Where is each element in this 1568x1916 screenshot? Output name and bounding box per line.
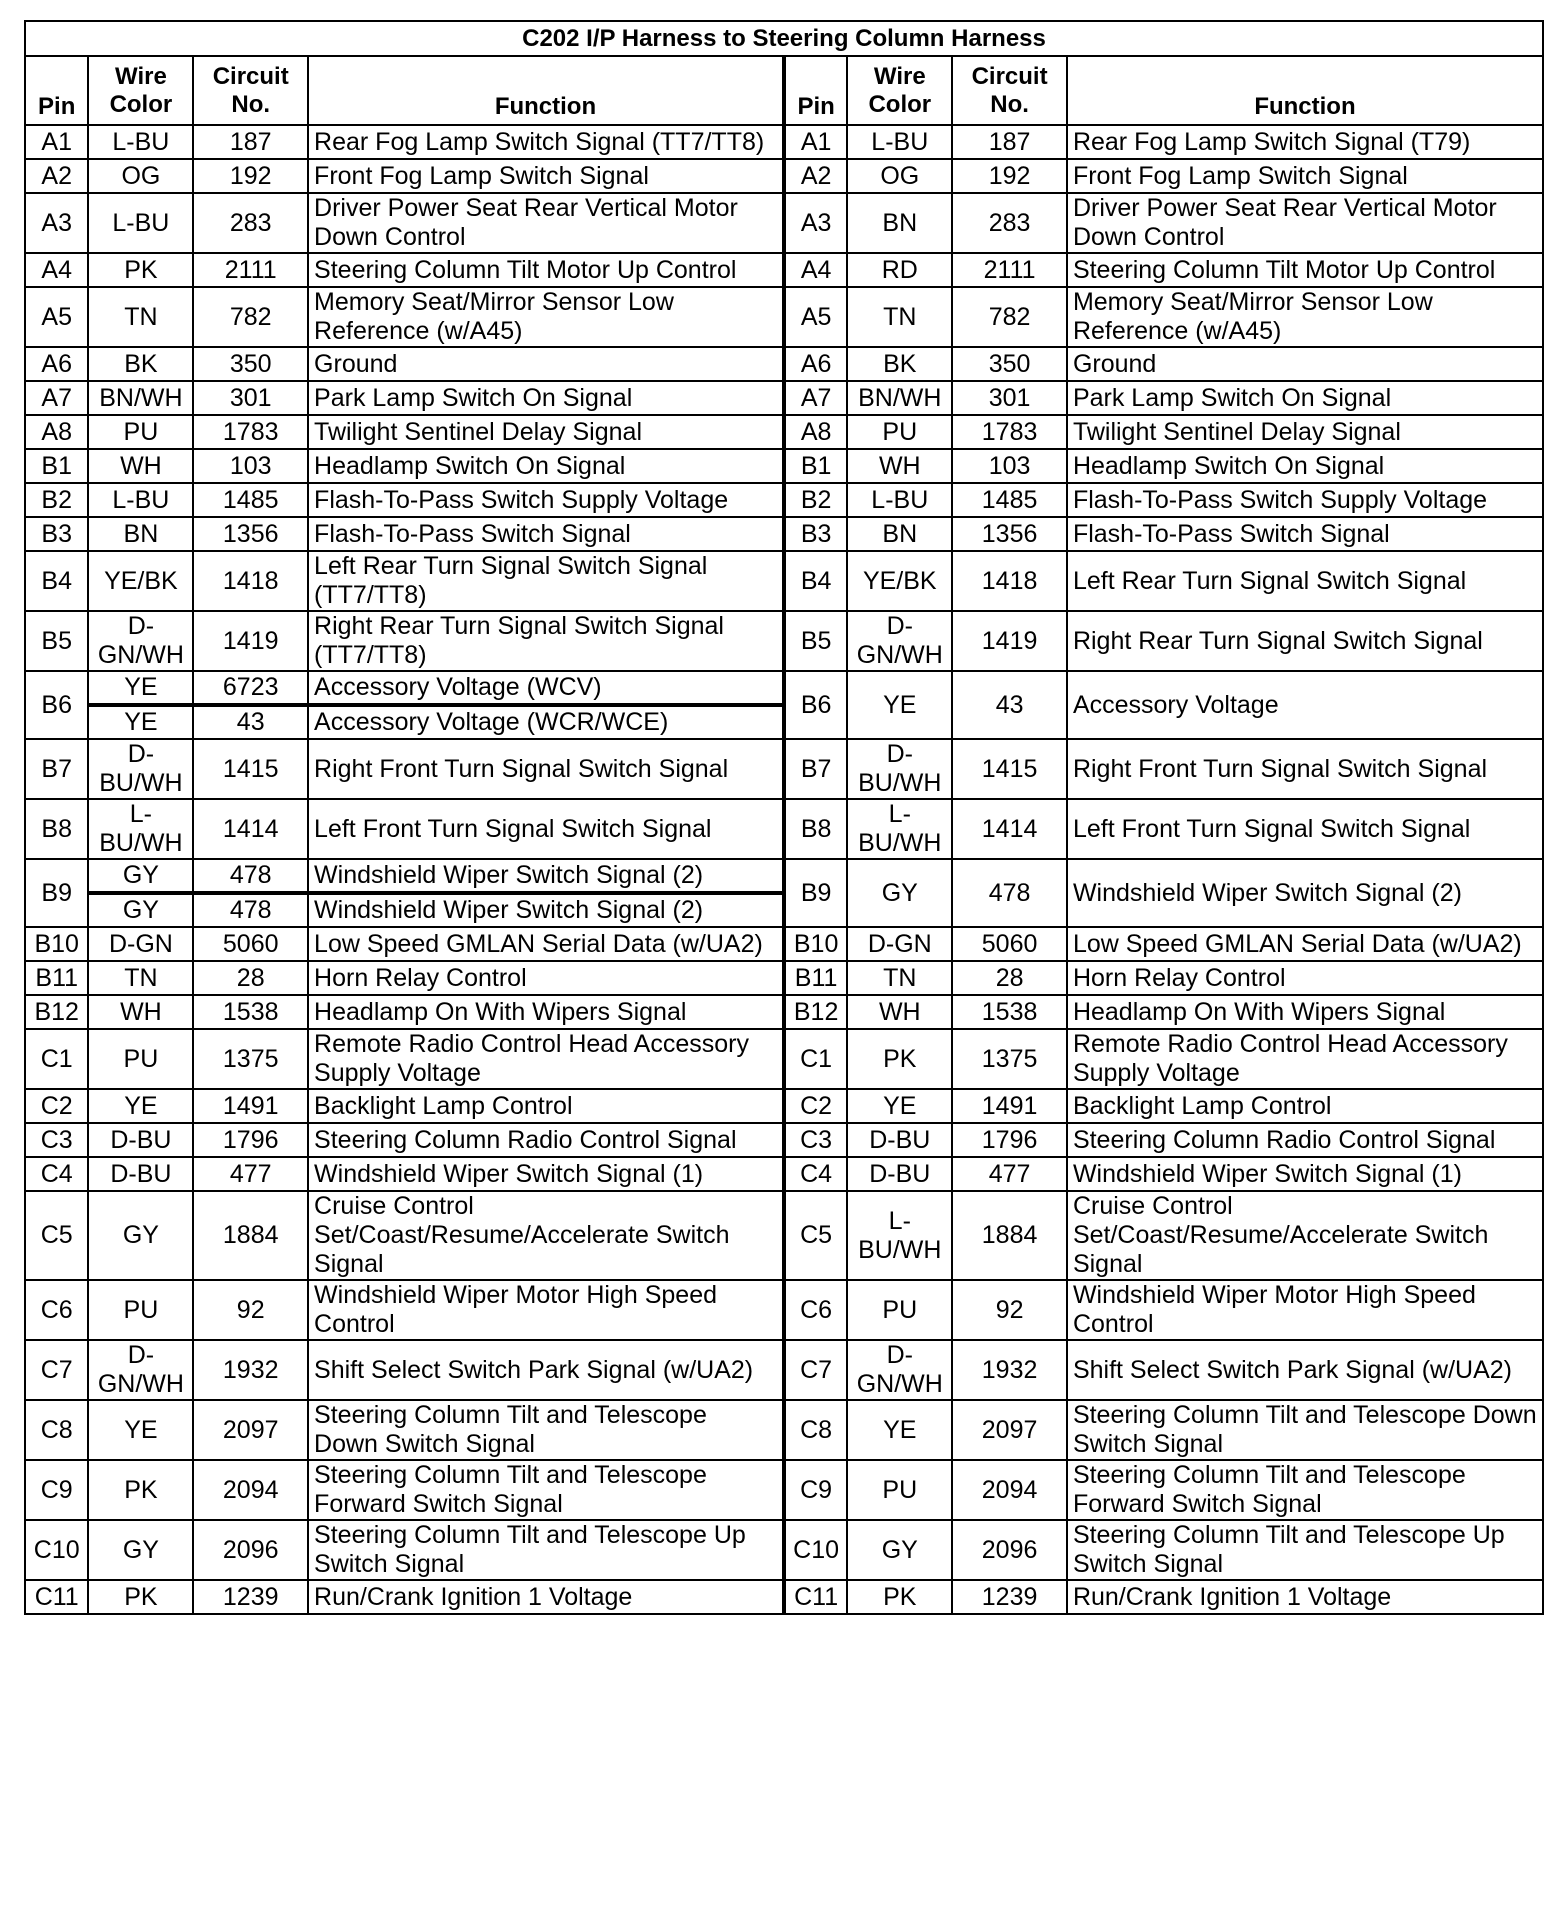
table-row xyxy=(25,961,1543,995)
wire-color-cell: TN xyxy=(88,287,193,347)
pin-cell: B6 xyxy=(784,671,847,739)
function-cell: Accessory Voltage (WCV) xyxy=(308,671,784,705)
pin-cell: B3 xyxy=(25,517,88,551)
table-row xyxy=(25,449,1543,483)
circuit-cell: 1932 xyxy=(193,1340,308,1400)
circuit-cell: 477 xyxy=(952,1157,1067,1191)
pin-cell: A3 xyxy=(25,193,88,253)
function-cell: Backlight Lamp Control xyxy=(308,1089,784,1123)
wire-color-cell: YE xyxy=(847,671,952,739)
wire-color-cell: D-GN xyxy=(847,927,952,961)
pin-cell: B1 xyxy=(25,449,88,483)
circuit-cell: 192 xyxy=(193,159,308,193)
table-row xyxy=(25,927,1543,961)
circuit-cell: 92 xyxy=(193,1280,308,1340)
function-cell: Windshield Wiper Switch Signal (2) xyxy=(308,893,784,927)
pin-cell: C6 xyxy=(25,1280,88,1340)
pin-cell: B4 xyxy=(784,551,847,611)
circuit-cell: 2111 xyxy=(193,253,308,287)
wire-color-cell: TN xyxy=(847,961,952,995)
wire-color-cell: YE xyxy=(88,705,193,739)
wire-color-cell: TN xyxy=(847,287,952,347)
wire-color-cell: PU xyxy=(88,1280,193,1340)
function-cell: Remote Radio Control Head Accessory Supply Voltage xyxy=(1067,1029,1543,1089)
table-row xyxy=(25,193,1543,253)
pin-cell: B5 xyxy=(25,611,88,671)
connector-table xyxy=(24,20,1544,1615)
circuit-cell: 478 xyxy=(952,859,1067,927)
function-cell: Steering Column Radio Control Signal xyxy=(308,1123,784,1157)
wire-color-cell: YE/BK xyxy=(847,551,952,611)
pin-cell: C2 xyxy=(784,1089,847,1123)
circuit-cell: 1932 xyxy=(952,1340,1067,1400)
wire-color-cell: D-BU/WH xyxy=(847,739,952,799)
pin-cell: B10 xyxy=(784,927,847,961)
circuit-cell: 1239 xyxy=(193,1580,308,1614)
pin-cell: B12 xyxy=(25,995,88,1029)
function-cell: Steering Column Tilt and Telescope Down Switch Signal xyxy=(308,1400,784,1460)
table-row xyxy=(25,739,1543,799)
function-cell: Steering Column Tilt and Telescope Forward Switch Signal xyxy=(308,1460,784,1520)
function-cell: Windshield Wiper Switch Signal (1) xyxy=(308,1157,784,1191)
function-cell: Headlamp On With Wipers Signal xyxy=(1067,995,1543,1029)
header-pin: Pin xyxy=(784,56,847,125)
title-row xyxy=(25,21,1543,56)
circuit-cell: 1375 xyxy=(193,1029,308,1089)
wire-color-cell: PK xyxy=(88,1460,193,1520)
wire-color-cell: WH xyxy=(88,995,193,1029)
function-cell: Windshield Wiper Switch Signal (2) xyxy=(308,859,784,893)
pin-cell: C9 xyxy=(25,1460,88,1520)
table-row xyxy=(25,1520,1543,1580)
circuit-cell: 283 xyxy=(193,193,308,253)
pin-cell: A6 xyxy=(784,347,847,381)
table-row xyxy=(25,995,1543,1029)
pin-cell: C11 xyxy=(25,1580,88,1614)
wire-color-cell: GY xyxy=(88,1191,193,1280)
table-row xyxy=(25,1580,1543,1614)
circuit-cell: 43 xyxy=(952,671,1067,739)
function-cell: Steering Column Tilt Motor Up Control xyxy=(1067,253,1543,287)
circuit-cell: 1418 xyxy=(952,551,1067,611)
function-cell: Driver Power Seat Rear Vertical Motor Down Control xyxy=(308,193,784,253)
wire-color-cell: D-BU xyxy=(847,1157,952,1191)
table-row xyxy=(25,1191,1543,1280)
header-circuit: Circuit No. xyxy=(193,56,308,125)
header-function: Function xyxy=(1067,56,1543,125)
pin-cell: B2 xyxy=(25,483,88,517)
table-row xyxy=(25,517,1543,551)
pin-cell: C2 xyxy=(25,1089,88,1123)
circuit-cell: 43 xyxy=(193,705,308,739)
function-cell: Horn Relay Control xyxy=(308,961,784,995)
function-cell: Twilight Sentinel Delay Signal xyxy=(308,415,784,449)
pin-cell: A7 xyxy=(784,381,847,415)
pin-cell: C11 xyxy=(784,1580,847,1614)
pin-cell: C8 xyxy=(784,1400,847,1460)
wire-color-cell: WH xyxy=(847,995,952,1029)
circuit-cell: 92 xyxy=(952,1280,1067,1340)
wire-color-cell: L-BU xyxy=(88,125,193,159)
pin-cell: B8 xyxy=(25,799,88,859)
wire-color-cell: GY xyxy=(847,1520,952,1580)
pin-cell: A1 xyxy=(784,125,847,159)
header-function: Function xyxy=(308,56,784,125)
circuit-cell: 1485 xyxy=(193,483,308,517)
function-cell: Horn Relay Control xyxy=(1067,961,1543,995)
pin-cell: A2 xyxy=(784,159,847,193)
wire-color-cell: PU xyxy=(847,1280,952,1340)
pin-cell: A4 xyxy=(25,253,88,287)
wire-color-cell: L-BU xyxy=(847,483,952,517)
pin-cell: B7 xyxy=(784,739,847,799)
function-cell: Rear Fog Lamp Switch Signal (TT7/TT8) xyxy=(308,125,784,159)
function-cell: Left Rear Turn Signal Switch Signal xyxy=(1067,551,1543,611)
pin-cell: B4 xyxy=(25,551,88,611)
pin-cell: C4 xyxy=(784,1157,847,1191)
circuit-cell: 6723 xyxy=(193,671,308,705)
function-cell: Cruise Control Set/Coast/Resume/Accelerate Switch Signal xyxy=(308,1191,784,1280)
pin-cell: B3 xyxy=(784,517,847,551)
circuit-cell: 1783 xyxy=(952,415,1067,449)
table-row xyxy=(25,253,1543,287)
pin-cell: A6 xyxy=(25,347,88,381)
circuit-cell: 187 xyxy=(952,125,1067,159)
table-row xyxy=(25,415,1543,449)
function-cell: Front Fog Lamp Switch Signal xyxy=(1067,159,1543,193)
function-cell: Windshield Wiper Switch Signal (1) xyxy=(1067,1157,1543,1191)
wire-color-cell: YE xyxy=(847,1089,952,1123)
circuit-cell: 1884 xyxy=(193,1191,308,1280)
wire-color-cell: L-BU xyxy=(847,125,952,159)
wire-color-cell: PK xyxy=(847,1029,952,1089)
pin-cell: C1 xyxy=(784,1029,847,1089)
wire-color-cell: BK xyxy=(88,347,193,381)
pin-cell: C3 xyxy=(25,1123,88,1157)
wire-color-cell: D-GN/WH xyxy=(847,1340,952,1400)
wire-color-cell: OG xyxy=(847,159,952,193)
wire-color-cell: D-GN/WH xyxy=(88,611,193,671)
circuit-cell: 1538 xyxy=(952,995,1067,1029)
table-row xyxy=(25,1123,1543,1157)
circuit-cell: 5060 xyxy=(193,927,308,961)
wire-color-cell: L-BU/WH xyxy=(88,799,193,859)
function-cell: Flash-To-Pass Switch Signal xyxy=(1067,517,1543,551)
function-cell: Headlamp On With Wipers Signal xyxy=(308,995,784,1029)
wire-color-cell: BN/WH xyxy=(847,381,952,415)
circuit-cell: 1356 xyxy=(193,517,308,551)
function-cell: Left Rear Turn Signal Switch Signal (TT7/TT8) xyxy=(308,551,784,611)
function-cell: Shift Select Switch Park Signal (w/UA2) xyxy=(308,1340,784,1400)
function-cell: Ground xyxy=(308,347,784,381)
circuit-cell: 2096 xyxy=(193,1520,308,1580)
wire-color-cell: PU xyxy=(847,415,952,449)
function-cell: Backlight Lamp Control xyxy=(1067,1089,1543,1123)
pin-cell: A1 xyxy=(25,125,88,159)
circuit-cell: 2094 xyxy=(193,1460,308,1520)
circuit-cell: 478 xyxy=(193,893,308,927)
table-row xyxy=(25,1280,1543,1340)
pin-cell: C7 xyxy=(784,1340,847,1400)
function-cell: Steering Column Tilt and Telescope Up Switch Signal xyxy=(1067,1520,1543,1580)
table-row xyxy=(25,1157,1543,1191)
table-row xyxy=(25,287,1543,347)
pin-cell: B11 xyxy=(25,961,88,995)
function-cell: Memory Seat/Mirror Sensor Low Reference (w/A45) xyxy=(308,287,784,347)
function-cell: Low Speed GMLAN Serial Data (w/UA2) xyxy=(1067,927,1543,961)
wire-color-cell: PU xyxy=(88,1029,193,1089)
wire-color-cell: WH xyxy=(847,449,952,483)
function-cell: Right Front Turn Signal Switch Signal xyxy=(308,739,784,799)
wire-color-cell: D-BU xyxy=(88,1123,193,1157)
pin-cell: B12 xyxy=(784,995,847,1029)
wire-color-cell: BN xyxy=(847,193,952,253)
pin-cell: C5 xyxy=(25,1191,88,1280)
wire-color-cell: GY xyxy=(88,859,193,893)
circuit-cell: 1538 xyxy=(193,995,308,1029)
wire-color-cell: L-BU/WH xyxy=(847,1191,952,1280)
wire-color-cell: RD xyxy=(847,253,952,287)
function-cell: Windshield Wiper Switch Signal (2) xyxy=(1067,859,1543,927)
function-cell: Steering Column Tilt and Telescope Up Switch Signal xyxy=(308,1520,784,1580)
circuit-cell: 1356 xyxy=(952,517,1067,551)
circuit-cell: 1419 xyxy=(193,611,308,671)
pin-cell: A8 xyxy=(784,415,847,449)
table-row xyxy=(25,1089,1543,1123)
circuit-cell: 1783 xyxy=(193,415,308,449)
wire-color-cell: PU xyxy=(847,1460,952,1520)
pin-cell: A4 xyxy=(784,253,847,287)
table-row xyxy=(25,381,1543,415)
wire-color-cell: YE xyxy=(847,1400,952,1460)
wire-color-cell: YE/BK xyxy=(88,551,193,611)
pin-cell: B11 xyxy=(784,961,847,995)
header-wire-color: Wire Color xyxy=(847,56,952,125)
wire-color-cell: YE xyxy=(88,1089,193,1123)
function-cell: Low Speed GMLAN Serial Data (w/UA2) xyxy=(308,927,784,961)
table-row xyxy=(25,347,1543,381)
circuit-cell: 1415 xyxy=(193,739,308,799)
pin-cell: C5 xyxy=(784,1191,847,1280)
circuit-cell: 1419 xyxy=(952,611,1067,671)
circuit-cell: 28 xyxy=(193,961,308,995)
pin-cell: A2 xyxy=(25,159,88,193)
function-cell: Steering Column Tilt and Telescope Forward Switch Signal xyxy=(1067,1460,1543,1520)
function-cell: Left Front Turn Signal Switch Signal xyxy=(1067,799,1543,859)
pin-cell: A5 xyxy=(25,287,88,347)
pin-cell: C6 xyxy=(784,1280,847,1340)
wire-color-cell: BK xyxy=(847,347,952,381)
table-row xyxy=(25,125,1543,159)
pin-cell: C10 xyxy=(25,1520,88,1580)
wire-color-cell: PU xyxy=(88,415,193,449)
function-cell: Park Lamp Switch On Signal xyxy=(1067,381,1543,415)
pin-cell: C9 xyxy=(784,1460,847,1520)
circuit-cell: 350 xyxy=(193,347,308,381)
function-cell: Flash-To-Pass Switch Supply Voltage xyxy=(308,483,784,517)
pin-cell: B6 xyxy=(25,671,88,739)
wire-color-cell: WH xyxy=(88,449,193,483)
table-row xyxy=(25,1029,1543,1089)
wire-color-cell: L-BU/WH xyxy=(847,799,952,859)
table-row xyxy=(25,611,1543,671)
circuit-cell: 28 xyxy=(952,961,1067,995)
circuit-cell: 103 xyxy=(952,449,1067,483)
wire-color-cell: GY xyxy=(88,1520,193,1580)
wire-color-cell: L-BU xyxy=(88,193,193,253)
pin-cell: A8 xyxy=(25,415,88,449)
wire-color-cell: GY xyxy=(88,893,193,927)
circuit-cell: 477 xyxy=(193,1157,308,1191)
pin-cell: C7 xyxy=(25,1340,88,1400)
table-row xyxy=(25,859,1543,893)
pin-cell: B8 xyxy=(784,799,847,859)
function-cell: Memory Seat/Mirror Sensor Low Reference (w/A45) xyxy=(1067,287,1543,347)
table-title: C202 I/P Harness to Steering Column Harness xyxy=(25,21,1543,56)
wire-color-cell: YE xyxy=(88,1400,193,1460)
function-cell: Shift Select Switch Park Signal (w/UA2) xyxy=(1067,1340,1543,1400)
pin-cell: C10 xyxy=(784,1520,847,1580)
circuit-cell: 301 xyxy=(193,381,308,415)
circuit-cell: 782 xyxy=(952,287,1067,347)
pin-cell: B9 xyxy=(784,859,847,927)
function-cell: Accessory Voltage (WCR/WCE) xyxy=(308,705,784,739)
function-cell: Run/Crank Ignition 1 Voltage xyxy=(1067,1580,1543,1614)
circuit-cell: 1418 xyxy=(193,551,308,611)
function-cell: Run/Crank Ignition 1 Voltage xyxy=(308,1580,784,1614)
function-cell: Accessory Voltage xyxy=(1067,671,1543,739)
wire-color-cell: YE xyxy=(88,671,193,705)
function-cell: Right Rear Turn Signal Switch Signal xyxy=(1067,611,1543,671)
wire-color-cell: D-BU/WH xyxy=(88,739,193,799)
table-row xyxy=(25,551,1543,611)
wire-color-cell: TN xyxy=(88,961,193,995)
pin-cell: A7 xyxy=(25,381,88,415)
circuit-cell: 1239 xyxy=(952,1580,1067,1614)
function-cell: Remote Radio Control Head Accessory Supply Voltage xyxy=(308,1029,784,1089)
function-cell: Flash-To-Pass Switch Signal xyxy=(308,517,784,551)
circuit-cell: 350 xyxy=(952,347,1067,381)
circuit-cell: 1884 xyxy=(952,1191,1067,1280)
table-row xyxy=(25,1460,1543,1520)
circuit-cell: 2111 xyxy=(952,253,1067,287)
pin-cell: B10 xyxy=(25,927,88,961)
function-cell: Twilight Sentinel Delay Signal xyxy=(1067,415,1543,449)
wire-color-cell: PK xyxy=(88,253,193,287)
circuit-cell: 5060 xyxy=(952,927,1067,961)
wire-color-cell: D-GN xyxy=(88,927,193,961)
wire-color-cell: D-BU xyxy=(847,1123,952,1157)
function-cell: Left Front Turn Signal Switch Signal xyxy=(308,799,784,859)
connector-table-wrapper xyxy=(24,20,1544,1615)
function-cell: Ground xyxy=(1067,347,1543,381)
table-body xyxy=(25,125,1543,1614)
circuit-cell: 192 xyxy=(952,159,1067,193)
table-row xyxy=(25,1340,1543,1400)
function-cell: Steering Column Tilt and Telescope Down Switch Signal xyxy=(1067,1400,1543,1460)
circuit-cell: 301 xyxy=(952,381,1067,415)
wire-color-cell: D-GN/WH xyxy=(847,611,952,671)
table-row xyxy=(25,671,1543,705)
function-cell: Headlamp Switch On Signal xyxy=(308,449,784,483)
wire-color-cell: PK xyxy=(88,1580,193,1614)
function-cell: Right Rear Turn Signal Switch Signal (TT7/TT8) xyxy=(308,611,784,671)
circuit-cell: 1414 xyxy=(193,799,308,859)
circuit-cell: 2094 xyxy=(952,1460,1067,1520)
circuit-cell: 1491 xyxy=(193,1089,308,1123)
table-row xyxy=(25,799,1543,859)
circuit-cell: 1415 xyxy=(952,739,1067,799)
table-row xyxy=(25,159,1543,193)
pin-cell: B7 xyxy=(25,739,88,799)
function-cell: Windshield Wiper Motor High Speed Control xyxy=(308,1280,784,1340)
function-cell: Windshield Wiper Motor High Speed Control xyxy=(1067,1280,1543,1340)
header-circuit: Circuit No. xyxy=(952,56,1067,125)
header-wire-color: Wire Color xyxy=(88,56,193,125)
wire-color-cell: L-BU xyxy=(88,483,193,517)
circuit-cell: 1491 xyxy=(952,1089,1067,1123)
pin-cell: C4 xyxy=(25,1157,88,1191)
circuit-cell: 782 xyxy=(193,287,308,347)
function-cell: Cruise Control Set/Coast/Resume/Accelerate Switch Signal xyxy=(1067,1191,1543,1280)
wire-color-cell: D-BU xyxy=(88,1157,193,1191)
circuit-cell: 1375 xyxy=(952,1029,1067,1089)
circuit-cell: 187 xyxy=(193,125,308,159)
pin-cell: B2 xyxy=(784,483,847,517)
wire-color-cell: BN xyxy=(847,517,952,551)
pin-cell: C1 xyxy=(25,1029,88,1089)
circuit-cell: 1796 xyxy=(193,1123,308,1157)
pin-cell: B1 xyxy=(784,449,847,483)
circuit-cell: 478 xyxy=(193,859,308,893)
circuit-cell: 1485 xyxy=(952,483,1067,517)
pin-cell: A3 xyxy=(784,193,847,253)
function-cell: Flash-To-Pass Switch Supply Voltage xyxy=(1067,483,1543,517)
pin-cell: A5 xyxy=(784,287,847,347)
table-row xyxy=(25,1400,1543,1460)
wire-color-cell: PK xyxy=(847,1580,952,1614)
wire-color-cell: BN xyxy=(88,517,193,551)
circuit-cell: 2096 xyxy=(952,1520,1067,1580)
pin-cell: B9 xyxy=(25,859,88,927)
circuit-cell: 283 xyxy=(952,193,1067,253)
header-pin: Pin xyxy=(25,56,88,125)
wire-color-cell: GY xyxy=(847,859,952,927)
function-cell: Park Lamp Switch On Signal xyxy=(308,381,784,415)
header-row xyxy=(25,56,1543,125)
wire-color-cell: D-GN/WH xyxy=(88,1340,193,1400)
function-cell: Steering Column Tilt Motor Up Control xyxy=(308,253,784,287)
pin-cell: C8 xyxy=(25,1400,88,1460)
circuit-cell: 2097 xyxy=(952,1400,1067,1460)
circuit-cell: 1414 xyxy=(952,799,1067,859)
table-row xyxy=(25,483,1543,517)
function-cell: Driver Power Seat Rear Vertical Motor Down Control xyxy=(1067,193,1543,253)
function-cell: Rear Fog Lamp Switch Signal (T79) xyxy=(1067,125,1543,159)
pin-cell: B5 xyxy=(784,611,847,671)
function-cell: Right Front Turn Signal Switch Signal xyxy=(1067,739,1543,799)
circuit-cell: 103 xyxy=(193,449,308,483)
wire-color-cell: OG xyxy=(88,159,193,193)
circuit-cell: 2097 xyxy=(193,1400,308,1460)
function-cell: Steering Column Radio Control Signal xyxy=(1067,1123,1543,1157)
circuit-cell: 1796 xyxy=(952,1123,1067,1157)
pin-cell: C3 xyxy=(784,1123,847,1157)
function-cell: Headlamp Switch On Signal xyxy=(1067,449,1543,483)
function-cell: Front Fog Lamp Switch Signal xyxy=(308,159,784,193)
wire-color-cell: BN/WH xyxy=(88,381,193,415)
